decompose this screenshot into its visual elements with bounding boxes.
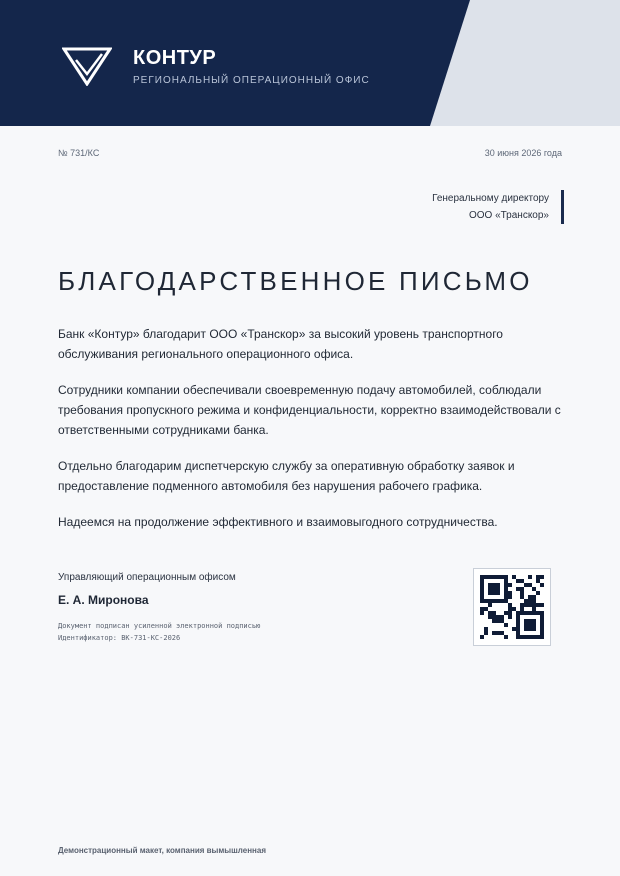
- e-signature-id: Идентификатор: ВК-731-КС-2026: [58, 634, 181, 642]
- brand-name: КОНТУР: [133, 47, 217, 69]
- document-date: 30 июня 2026 года: [484, 148, 562, 158]
- letter-body: [58, 324, 568, 548]
- signatory-name: Е. А. Миронова: [58, 593, 149, 607]
- signatory-role: Управляющий операционным офисом: [58, 572, 236, 583]
- e-signature-line: Документ подписан усиленной электронной подписью: [58, 622, 261, 630]
- addressee-block: [349, 190, 564, 224]
- qr-code-graphic: [474, 569, 550, 645]
- body-paragraph-4: Надеемся на продолжение эффективного и взаимовыгодного сотрудничества.: [58, 515, 498, 529]
- brand-subtitle: РЕГИОНАЛЬНЫЙ ОПЕРАЦИОННЫЙ ОФИС: [133, 75, 370, 86]
- footer-disclaimer: Демонстрационный макет, компания вымышленная: [58, 846, 266, 855]
- e-signature-note: [58, 620, 260, 644]
- addressee-company: ООО «Транскор»: [468, 210, 549, 221]
- letterhead: [0, 0, 620, 126]
- qr-code-icon: [473, 568, 551, 646]
- body-paragraph-3: Отдельно благодарим диспетчерскую службу за оперативную обработку заявок и предоставление подменного автомобиля без нарушения рабочего графика.: [58, 459, 515, 493]
- body-paragraph-1: Банк «Контур» благодарит ООО «Транскор» за высокий уровень транспортного обслуживания регионального операционного офиса.: [58, 327, 503, 361]
- body-paragraph-2: Сотрудники компании обеспечивали своевременную подачу автомобилей, соблюдали требования пропускного режима и конфиденциальности, корректно взаимодействовали с ответственными сотрудниками банка.: [58, 383, 561, 437]
- triangle-v-logo-icon: [62, 46, 112, 86]
- document-number: № 731/КС: [58, 148, 100, 158]
- letter-title: БЛАГОДАРСТВЕННОЕ ПИСЬМО: [58, 266, 533, 296]
- addressee-position: Генеральному директору: [432, 193, 549, 204]
